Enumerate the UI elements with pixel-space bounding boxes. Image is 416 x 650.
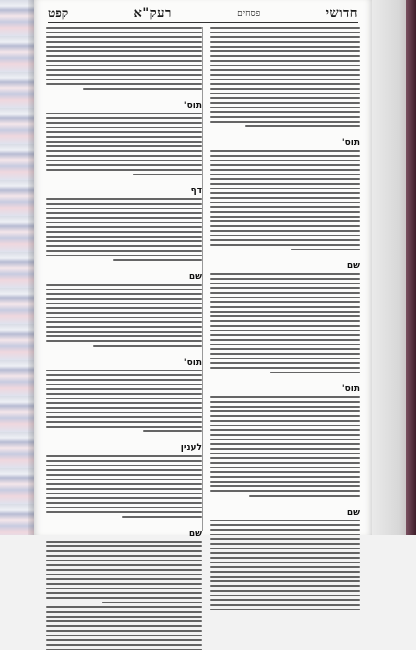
text-line <box>210 74 360 76</box>
text-line <box>46 426 202 428</box>
text-line <box>210 604 360 606</box>
text-line <box>46 46 202 48</box>
text-line <box>46 284 202 286</box>
text-line <box>46 74 202 76</box>
text-line <box>210 481 360 483</box>
text-line <box>46 255 202 257</box>
text-line <box>46 226 202 228</box>
text-line <box>210 292 360 294</box>
text-line <box>46 141 202 143</box>
text-line <box>210 36 360 38</box>
text-line <box>46 507 202 509</box>
text-line <box>210 79 360 81</box>
text-line <box>46 298 202 300</box>
text-line <box>210 278 360 280</box>
column-left <box>46 27 203 539</box>
text-line <box>46 455 202 457</box>
text-line <box>210 183 360 185</box>
text-line <box>46 479 202 481</box>
text-line <box>210 155 360 157</box>
text-line <box>93 345 202 347</box>
text-line <box>46 117 202 119</box>
section-heading: שם <box>346 507 360 518</box>
text-line <box>46 79 202 81</box>
paragraph-gap <box>210 376 360 382</box>
text-line <box>46 36 202 38</box>
text-line <box>210 287 360 289</box>
text-line <box>210 102 360 104</box>
section-heading: לענין <box>180 443 202 454</box>
text-line <box>210 330 360 332</box>
text-line <box>46 340 202 342</box>
text-line <box>46 625 202 627</box>
text-line <box>210 244 360 246</box>
text-line <box>210 178 360 180</box>
text-line <box>210 65 360 67</box>
text-line <box>46 231 202 233</box>
text-line <box>46 27 202 29</box>
text-line <box>46 60 202 62</box>
text-line <box>210 476 360 478</box>
text-line <box>46 222 202 224</box>
text-line <box>210 306 360 308</box>
text-line <box>210 344 360 346</box>
text-line <box>210 107 360 109</box>
paragraph-gap <box>46 350 202 356</box>
paragraph-gap <box>46 178 202 184</box>
text-line <box>46 597 202 599</box>
text-line <box>46 384 202 386</box>
text-line <box>46 331 202 333</box>
text-line <box>46 398 202 400</box>
section-heading: תוס' <box>341 384 360 395</box>
text-line <box>46 370 202 372</box>
header-center-word: פסחים <box>237 8 261 19</box>
text-line <box>46 488 202 490</box>
text-line <box>210 425 360 427</box>
text-line <box>210 396 360 398</box>
text-line <box>210 46 360 48</box>
text-line <box>46 203 202 205</box>
text-line <box>210 41 360 43</box>
text-line <box>210 585 360 587</box>
text-line <box>46 131 202 133</box>
section-heading: שם <box>188 528 202 539</box>
text-line <box>46 83 202 85</box>
text-line <box>210 490 360 492</box>
text-line <box>210 420 360 422</box>
text-line <box>210 211 360 213</box>
text-line <box>46 335 202 337</box>
text-line <box>46 240 202 242</box>
text-line <box>210 548 360 550</box>
book-cover-edge <box>406 0 416 535</box>
text-line <box>210 320 360 322</box>
text-line <box>46 541 202 543</box>
text-line <box>210 174 360 176</box>
text-line <box>46 483 202 485</box>
text-line <box>46 545 202 547</box>
text-line <box>210 353 360 355</box>
text-line <box>46 245 202 247</box>
column-right <box>210 27 360 531</box>
text-line <box>210 453 360 455</box>
text-line <box>46 150 202 152</box>
text-line <box>122 516 202 518</box>
text-line <box>46 474 202 476</box>
paragraph-gap <box>210 130 360 136</box>
text-line <box>46 293 202 295</box>
text-line <box>210 83 360 85</box>
text-line <box>46 416 202 418</box>
text-line <box>46 574 202 576</box>
text-line <box>46 388 202 390</box>
text-line <box>46 217 202 219</box>
text-line <box>46 393 202 395</box>
text-line <box>46 317 202 319</box>
text-line <box>46 564 202 566</box>
text-line <box>46 155 202 157</box>
text-line <box>46 606 202 608</box>
text-line <box>210 415 360 417</box>
text-line <box>210 434 360 436</box>
header-page-number: קפט <box>48 5 69 20</box>
text-line <box>46 412 202 414</box>
book-left-page-edges <box>0 0 34 535</box>
text-line <box>133 174 202 176</box>
text-line <box>46 611 202 613</box>
text-line <box>210 311 360 313</box>
text-line <box>210 362 360 364</box>
paragraph-gap <box>46 521 202 527</box>
text-line <box>210 27 360 29</box>
text-line <box>46 592 202 594</box>
section-heading: תוס' <box>341 138 360 149</box>
text-line <box>210 571 360 573</box>
text-line <box>210 410 360 412</box>
text-line <box>113 259 202 261</box>
text-line <box>210 50 360 52</box>
text-line <box>210 164 360 166</box>
text-line <box>46 289 202 291</box>
text-line <box>210 543 360 545</box>
text-line <box>46 50 202 52</box>
text-line <box>46 583 202 585</box>
text-line <box>46 379 202 381</box>
text-line <box>210 348 360 350</box>
text-line <box>210 69 360 71</box>
text-line <box>210 529 360 531</box>
text-line <box>291 249 360 251</box>
text-line <box>210 448 360 450</box>
text-line <box>46 164 202 166</box>
text-line <box>46 502 202 504</box>
text-line <box>210 301 360 303</box>
text-line <box>210 462 360 464</box>
text-line <box>210 520 360 522</box>
section-heading: דף <box>190 186 202 197</box>
text-line <box>46 32 202 34</box>
header-left-title: רעק"א <box>133 6 172 21</box>
text-line <box>46 644 202 646</box>
text-line <box>210 401 360 403</box>
text-line <box>210 580 360 582</box>
text-line <box>46 127 202 129</box>
text-line <box>46 55 202 57</box>
text-line <box>210 429 360 431</box>
text-line <box>210 169 360 171</box>
text-line <box>46 122 202 124</box>
text-line <box>210 576 360 578</box>
text-line <box>210 273 360 275</box>
text-line <box>210 230 360 232</box>
text-line <box>210 97 360 99</box>
text-line <box>210 457 360 459</box>
text-line <box>46 569 202 571</box>
header-right-title: חדושי <box>325 6 358 21</box>
paragraph-gap <box>210 500 360 506</box>
text-line <box>210 111 360 113</box>
text-line <box>210 192 360 194</box>
text-line <box>46 465 202 467</box>
text-line <box>46 145 202 147</box>
text-line <box>210 599 360 601</box>
text-line <box>210 485 360 487</box>
text-line <box>210 524 360 526</box>
text-line <box>270 372 360 374</box>
text-line <box>210 225 360 227</box>
paragraph-gap <box>46 264 202 270</box>
text-line <box>210 467 360 469</box>
text-line <box>210 283 360 285</box>
text-line <box>46 555 202 557</box>
column-right-text <box>210 27 360 531</box>
text-line <box>46 160 202 162</box>
text-line <box>46 635 202 637</box>
text-line <box>102 602 202 604</box>
text-line <box>46 550 202 552</box>
text-line <box>46 421 202 423</box>
text-line <box>46 326 202 328</box>
text-line <box>210 297 360 299</box>
text-line <box>210 93 360 95</box>
text-line <box>46 321 202 323</box>
text-line <box>210 595 360 597</box>
text-line <box>210 557 360 559</box>
paragraph-gap <box>46 435 202 441</box>
paragraph-gap <box>46 93 202 99</box>
text-line <box>210 590 360 592</box>
text-line <box>46 588 202 590</box>
text-line <box>46 198 202 200</box>
section-heading: שם <box>188 271 202 282</box>
text-line <box>46 511 202 513</box>
section-heading: שם <box>346 261 360 272</box>
text-line <box>46 639 202 641</box>
text-line <box>210 471 360 473</box>
text-line <box>46 493 202 495</box>
text-line <box>46 469 202 471</box>
text-line <box>210 206 360 208</box>
text-line <box>46 407 202 409</box>
text-line <box>210 116 360 118</box>
text-line <box>46 620 202 622</box>
text-line <box>249 495 360 497</box>
text-line <box>46 307 202 309</box>
text-line <box>210 439 360 441</box>
text-line <box>46 616 202 618</box>
text-line <box>46 630 202 632</box>
text-line <box>245 125 361 127</box>
text-line <box>46 312 202 314</box>
text-line <box>210 150 360 152</box>
text-line <box>210 334 360 336</box>
text-line <box>46 560 202 562</box>
paragraph-gap <box>210 253 360 259</box>
text-line <box>210 121 360 123</box>
section-heading: תוס' <box>183 357 202 368</box>
text-line <box>210 538 360 540</box>
text-line <box>210 197 360 199</box>
text-line <box>46 113 202 115</box>
text-line <box>46 303 202 305</box>
text-line <box>210 552 360 554</box>
text-line <box>210 202 360 204</box>
text-line <box>210 160 360 162</box>
text-columns <box>46 27 360 539</box>
text-line <box>46 497 202 499</box>
text-line <box>46 136 202 138</box>
text-line <box>46 250 202 252</box>
text-line <box>46 374 202 376</box>
book-page <box>34 0 372 539</box>
text-line <box>210 443 360 445</box>
text-line <box>210 562 360 564</box>
column-left-text <box>46 27 202 539</box>
text-line <box>210 367 360 369</box>
text-line <box>83 88 202 90</box>
text-line <box>210 88 360 90</box>
text-line <box>210 235 360 237</box>
text-line <box>210 325 360 327</box>
section-heading: תוס' <box>183 100 202 111</box>
text-line <box>210 358 360 360</box>
text-line <box>46 41 202 43</box>
text-line <box>210 609 360 611</box>
text-line <box>46 460 202 462</box>
page-header <box>48 4 358 23</box>
text-line <box>210 566 360 568</box>
text-line <box>46 212 202 214</box>
text-line <box>210 220 360 222</box>
text-line <box>210 315 360 317</box>
text-line <box>143 430 202 432</box>
text-line <box>46 236 202 238</box>
text-line <box>46 208 202 210</box>
text-line <box>210 60 360 62</box>
book-right-page-edges <box>372 0 416 535</box>
text-line <box>46 402 202 404</box>
text-line <box>210 32 360 34</box>
text-line <box>210 406 360 408</box>
text-line <box>210 188 360 190</box>
text-line <box>210 534 360 536</box>
text-line <box>46 578 202 580</box>
text-line <box>46 169 202 171</box>
text-line <box>46 69 202 71</box>
text-line <box>210 216 360 218</box>
text-line <box>210 339 360 341</box>
text-line <box>46 65 202 67</box>
text-line <box>210 55 360 57</box>
text-line <box>210 239 360 241</box>
